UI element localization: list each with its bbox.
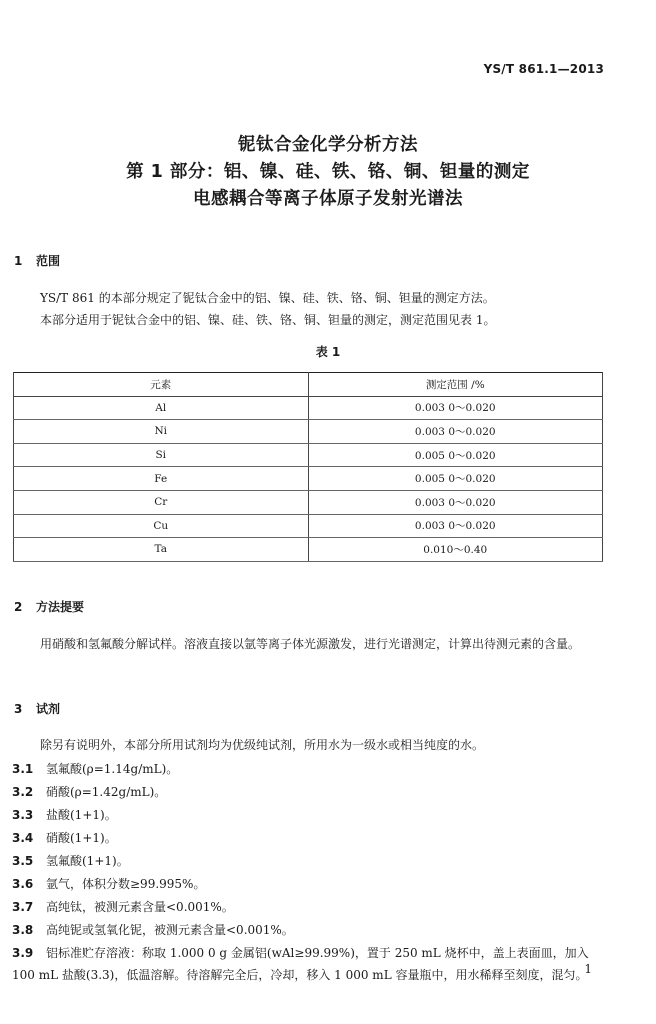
reagent-item-3-7 [12, 898, 604, 916]
reagent-item-3-8 [12, 921, 604, 939]
item-text: 盐酸(1+1)。 [46, 808, 117, 822]
reagent-item-3-9 [12, 944, 604, 962]
element-cell: Fe [14, 467, 309, 491]
reagent-item-3-6 [12, 875, 604, 893]
item-text: 高纯钛，被测元素含量<0.001%。 [46, 900, 234, 914]
element-cell: Ni [14, 420, 309, 444]
section-1-heading [14, 252, 60, 269]
range-cell: 0.003 0～0.020 [308, 514, 603, 538]
item-number: 3.3 [12, 808, 34, 822]
item-number: 3.6 [12, 877, 34, 891]
item-number: 3.4 [12, 831, 34, 845]
element-cell: Cr [14, 490, 309, 514]
item-number: 3.2 [12, 785, 34, 799]
reagent-item-3-9-continuation: 100 mL 盐酸(3.3)，低温溶解。待溶解完全后，冷却，移入 1 000 mL 容量瓶中，用水稀释至刻度，混匀。 [12, 968, 588, 982]
reagent-item-3-3 [12, 806, 604, 824]
section-2-title: 方法提要 [36, 600, 85, 614]
range-cell: 0.005 0～0.020 [308, 443, 603, 467]
section-3-intro: 除另有说明外，本部分所用试剂均为优级纯试剂，所用水为一级水或相当纯度的水。 [40, 738, 485, 752]
item-text: 氢氟酸(ρ=1.14g/mL)。 [46, 762, 179, 776]
reagent-item-3-1 [12, 760, 604, 778]
table-row [14, 538, 603, 562]
title-line-2: 第 1 部分：铝、镍、硅、铁、铬、铜、钽量的测定 [126, 162, 530, 182]
table-row [14, 514, 603, 538]
section-1-number: 1 [14, 254, 23, 268]
range-table [13, 372, 603, 562]
reagent-item-3-5 [12, 852, 604, 870]
section-3-heading [14, 700, 60, 717]
section-2-heading [14, 598, 84, 615]
range-cell: 0.010～0.40 [308, 538, 603, 562]
table-row [14, 396, 603, 420]
title-line-3: 电感耦合等离子体原子发射光谱法 [193, 189, 463, 209]
item-number: 3.9 [12, 946, 34, 960]
range-cell: 0.005 0～0.020 [308, 467, 603, 491]
element-cell: Ta [14, 538, 309, 562]
table-row [14, 420, 603, 444]
item-text: 硝酸(ρ=1.42g/mL)。 [46, 785, 167, 799]
section-1-paragraph-2: 本部分适用于铌钛合金中的铝、镍、硅、铁、铬、铜、钽量的测定，测定范围见表 1。 [40, 313, 496, 327]
item-number: 3.7 [12, 900, 34, 914]
standard-code: YS/T 861.1—2013 [483, 62, 604, 76]
item-number: 3.5 [12, 854, 34, 868]
section-1-paragraph-1: YS/T 861 的本部分规定了铌钛合金中的铝、镍、硅、铁、铬、铜、钽量的测定方法。 [40, 291, 495, 305]
reagent-item-3-2 [12, 783, 604, 801]
range-cell: 0.003 0～0.020 [308, 490, 603, 514]
element-cell: Al [14, 396, 309, 420]
range-cell: 0.003 0～0.020 [308, 420, 603, 444]
table-1-caption: 表 1 [315, 345, 341, 359]
page-number: 1 [584, 962, 592, 976]
section-2-paragraph: 用硝酸和氢氟酸分解试样。溶液直接以氩等离子体光源激发，进行光谱测定，计算出待测元素的含量。 [40, 637, 581, 651]
section-1-title: 范围 [36, 254, 61, 268]
element-cell: Cu [14, 514, 309, 538]
reagent-item-3-4 [12, 829, 604, 847]
section-2-number: 2 [14, 600, 23, 614]
header-element: 元素 [14, 373, 309, 397]
element-cell: Si [14, 443, 309, 467]
header-range: 测定范围 /% [308, 373, 603, 397]
item-number: 3.8 [12, 923, 34, 937]
item-number: 3.1 [12, 762, 34, 776]
item-text: 氢氟酸(1+1)。 [46, 854, 129, 868]
document-title [0, 132, 656, 213]
item-text: 高纯铌或氢氧化铌，被测元素含量<0.001%。 [46, 923, 294, 937]
item-text: 铝标准贮存溶液：称取 1.000 0 g 金属铝(wAl≥99.99%)，置于 250 mL 烧杯中，盖上表面皿，加入 [46, 946, 589, 960]
table-row [14, 443, 603, 467]
title-line-1: 铌钛合金化学分析方法 [238, 135, 418, 155]
table-row [14, 467, 603, 491]
table-header-row [14, 373, 603, 397]
item-text: 氩气，体积分数≥99.995%。 [46, 877, 206, 891]
item-text: 硝酸(1+1)。 [46, 831, 117, 845]
section-3-number: 3 [14, 702, 23, 716]
table-row [14, 490, 603, 514]
section-3-title: 试剂 [36, 702, 61, 716]
range-cell: 0.003 0～0.020 [308, 396, 603, 420]
